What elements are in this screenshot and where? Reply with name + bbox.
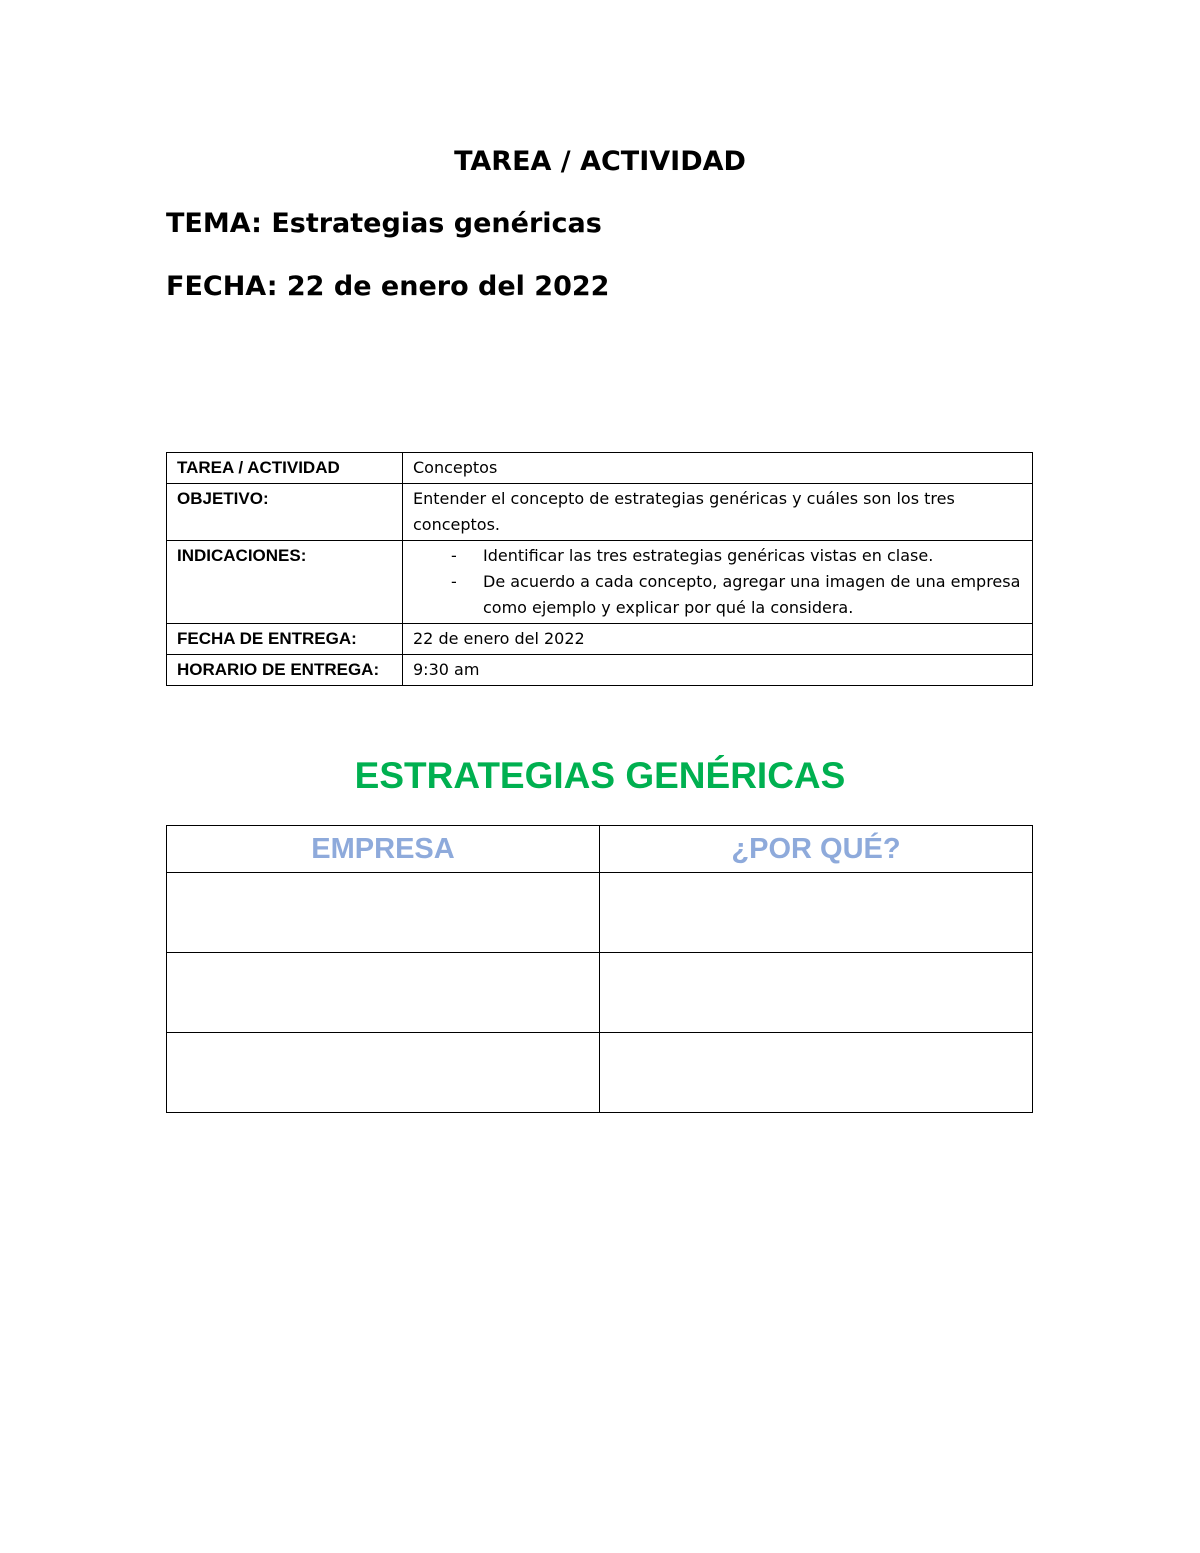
table-row: [167, 624, 1033, 655]
row-value: 9:30 am: [403, 655, 1033, 686]
table-row: [167, 953, 1033, 1033]
column-header-empresa: EMPRESA: [167, 826, 600, 873]
row-label: FECHA DE ENTREGA:: [167, 624, 403, 655]
por-que-cell[interactable]: [600, 953, 1033, 1033]
row-value: 22 de enero del 2022: [403, 624, 1033, 655]
row-label: TAREA / ACTIVIDAD: [167, 453, 403, 484]
row-label: INDICACIONES:: [167, 541, 403, 624]
list-item-text: De acuerdo a cada concepto, agregar una imagen de una empresa como ejemplo y explicar por qué la considera.: [483, 572, 1021, 617]
table-row: [167, 484, 1033, 541]
table-row: [167, 873, 1033, 953]
table-row: [167, 655, 1033, 686]
row-value: [403, 541, 1033, 624]
row-value: Entender el concepto de estrategias genéricas y cuáles son los tres conceptos.: [403, 484, 1033, 541]
dash-bullet: -: [451, 572, 457, 591]
table-row: [167, 1033, 1033, 1113]
empresa-cell[interactable]: [167, 873, 600, 953]
column-header-por-que: ¿POR QUÉ?: [600, 826, 1033, 873]
por-que-cell[interactable]: [600, 873, 1033, 953]
strategies-table: [166, 825, 1033, 1113]
list-item: [413, 543, 1022, 569]
topic-line: TEMA: Estrategias genéricas: [166, 208, 602, 239]
assignment-info-table: [166, 452, 1033, 686]
row-value: Conceptos: [403, 453, 1033, 484]
document-title: TAREA / ACTIVIDAD: [454, 146, 746, 177]
section-title: ESTRATEGIAS GENÉRICAS: [354, 755, 846, 796]
dash-bullet: -: [451, 546, 457, 565]
table-row: [167, 541, 1033, 624]
row-label: OBJETIVO:: [167, 484, 403, 541]
row-label: HORARIO DE ENTREGA:: [167, 655, 403, 686]
date-line: FECHA: 22 de enero del 2022: [166, 271, 610, 302]
por-que-cell[interactable]: [600, 1033, 1033, 1113]
list-item: [413, 569, 1022, 621]
list-item-text: Identificar las tres estrategias genéricas vistas en clase.: [483, 546, 934, 565]
empresa-cell[interactable]: [167, 1033, 600, 1113]
instructions-list: [413, 543, 1022, 621]
empresa-cell[interactable]: [167, 953, 600, 1033]
table-header-row: [167, 826, 1033, 873]
table-row: [167, 453, 1033, 484]
